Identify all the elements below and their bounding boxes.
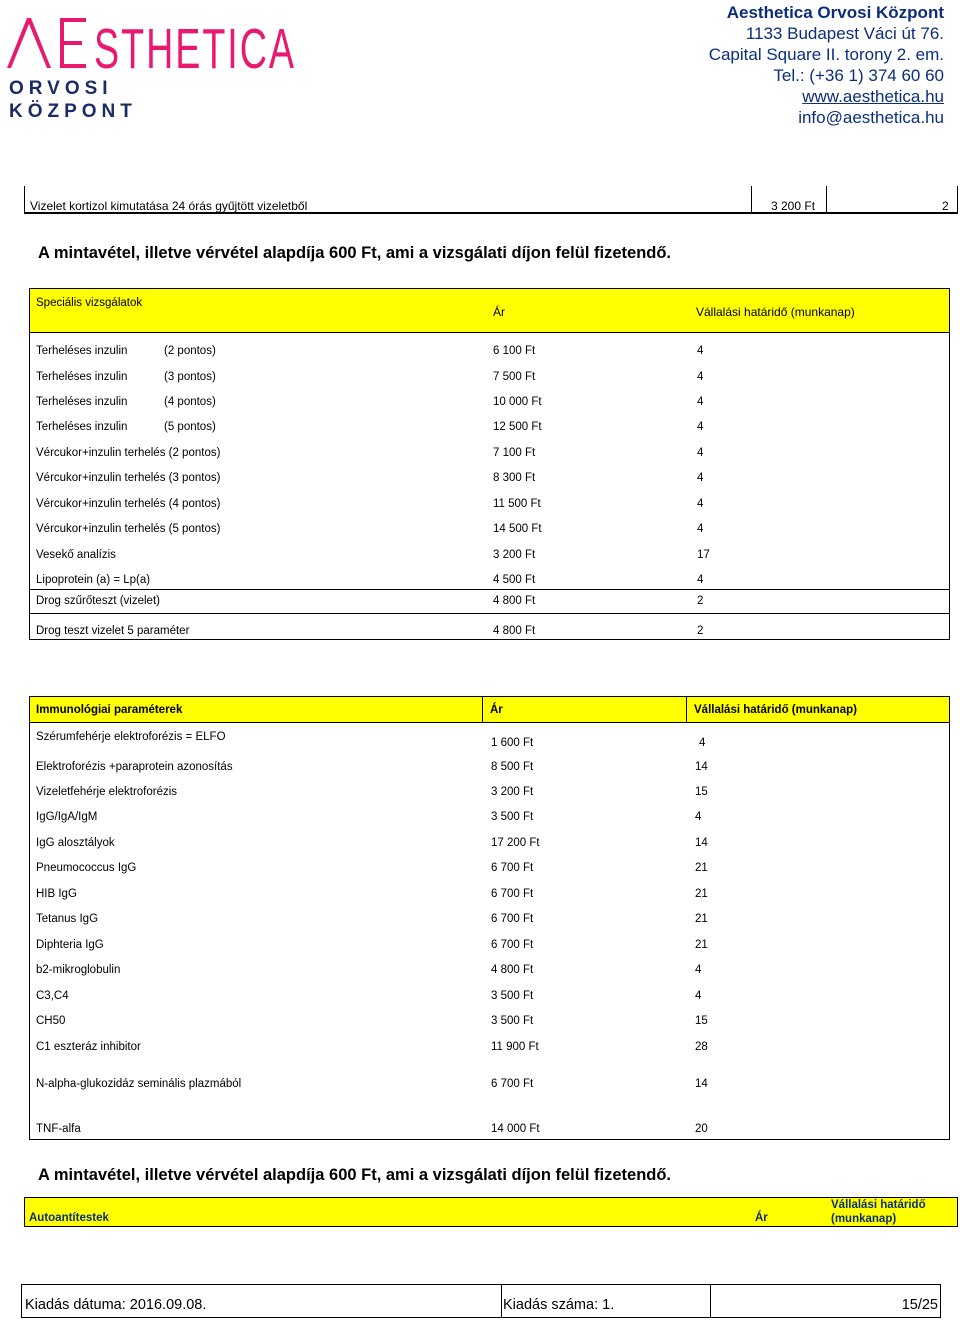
test-name: CH50	[36, 1015, 66, 1027]
aesthetica-logo	[4, 4, 304, 124]
test-days: 17	[697, 549, 710, 561]
test-name: Vércukor+inzulin terhelés (3 pontos)	[36, 472, 221, 484]
header-name: Speciális vizsgálatok	[36, 297, 143, 309]
test-name: Terheléses inzulin	[36, 421, 128, 433]
test-price: 6 700 Ft	[491, 888, 534, 900]
test-price: 3 500 Ft	[491, 811, 534, 823]
logo-sub2: KÖZPONT	[9, 101, 137, 122]
test-name: Terheléses inzulin	[36, 345, 128, 357]
header-name: Immunológiai paraméterek	[36, 704, 183, 716]
test-name: Vércukor+inzulin terhelés (2 pontos)	[36, 447, 221, 459]
immunology-table	[29, 696, 950, 1140]
test-days: 14	[695, 1078, 708, 1090]
test-price: 4 800 Ft	[491, 964, 534, 976]
logo-wordmark: STHETICA	[94, 17, 296, 81]
test-days: 15	[695, 1015, 708, 1027]
sampling-fee-note: A mintavétel, illetve vérvétel alapdíja 600 Ft, ami a vizsgálati díjon felül fizetendő.	[38, 244, 672, 262]
test-name: Pneumococcus IgG	[36, 862, 137, 874]
test-price: 6 100 Ft	[493, 345, 536, 357]
test-name: Vesekő analízis	[36, 549, 116, 561]
test-price: 3 500 Ft	[491, 990, 534, 1002]
divider	[501, 1285, 502, 1317]
test-price: 3 200 Ft	[491, 786, 534, 798]
test-name: C1 eszteráz inhibitor	[36, 1041, 141, 1053]
test-days: 4	[697, 421, 704, 433]
building: Capital Square II. torony 2. em.	[708, 45, 944, 64]
logo-sub1: ORVOSI	[9, 78, 113, 99]
test-days: 21	[695, 939, 708, 951]
test-detail: (5 pontos)	[164, 421, 216, 433]
divider	[686, 697, 687, 723]
header-price: Ár	[493, 305, 505, 319]
header-days: Vállalási határidő (munkanap)	[694, 704, 857, 716]
row-name: Vizelet kortizol kimutatása 24 órás gyűjtött vizeletből	[30, 199, 308, 213]
autoantibodies-days-1: Vállalási határidő	[831, 1199, 926, 1211]
test-days: 4	[697, 371, 704, 383]
test-days: 4	[699, 737, 706, 749]
test-name: Tetanus IgG	[36, 913, 99, 925]
test-name: C3,C4	[36, 990, 69, 1002]
phone: Tel.: (+36 1) 374 60 60	[773, 66, 944, 85]
test-days: 14	[695, 761, 708, 773]
contact-block	[709, 2, 944, 128]
test-name: Vizeletfehérje elektroforézis	[36, 786, 178, 798]
test-days: 20	[695, 1123, 708, 1135]
autoantibodies-header	[24, 1197, 958, 1227]
test-price: 3 500 Ft	[491, 1015, 534, 1027]
test-days: 14	[695, 837, 708, 849]
test-name: Vércukor+inzulin terhelés (5 pontos)	[36, 523, 221, 535]
test-price: 6 700 Ft	[491, 862, 534, 874]
website-link[interactable]: www.aesthetica.hu	[802, 87, 944, 106]
test-detail: (3 pontos)	[164, 371, 216, 383]
test-days: 4	[695, 990, 702, 1002]
test-days: 15	[695, 786, 708, 798]
row-rule	[30, 589, 949, 590]
issue-date: Kiadás dátuma: 2016.09.08.	[25, 1297, 207, 1313]
divider	[826, 186, 827, 214]
test-price: 4 800 Ft	[493, 625, 536, 637]
test-price: 10 000 Ft	[493, 396, 542, 408]
company-name: Aesthetica Orvosi Központ	[726, 3, 944, 22]
special-tests-table	[29, 288, 950, 640]
autoantibodies-days-2: (munkanap)	[831, 1213, 897, 1225]
test-price: 8 300 Ft	[493, 472, 536, 484]
test-name: TNF-alfa	[36, 1123, 81, 1135]
test-name: Diphteria IgG	[36, 939, 104, 951]
test-days: 4	[697, 396, 704, 408]
test-name: N-alpha-glukozidáz seminális plazmából	[36, 1078, 242, 1090]
test-price: 7 500 Ft	[493, 371, 536, 383]
test-price: 17 200 Ft	[491, 837, 540, 849]
row-days: 2	[942, 199, 949, 213]
test-name: Szérumfehérje elektroforézis = ELFO	[36, 731, 226, 743]
test-price: 7 100 Ft	[493, 447, 536, 459]
autoantibodies-price: Ár	[755, 1212, 768, 1224]
test-detail: (4 pontos)	[164, 396, 216, 408]
divider	[710, 1285, 711, 1317]
test-days: 4	[697, 472, 704, 484]
test-days: 28	[695, 1041, 708, 1053]
test-name: Terheléses inzulin	[36, 396, 128, 408]
address: 1133 Budapest Váci út 76.	[745, 24, 944, 43]
row-price: 3 200 Ft	[771, 199, 816, 213]
email: info@aesthetica.hu	[798, 108, 944, 127]
test-days: 4	[697, 345, 704, 357]
test-price: 11 500 Ft	[493, 498, 541, 510]
test-name: IgG alosztályok	[36, 837, 115, 849]
test-days: 21	[695, 888, 708, 900]
divider	[751, 186, 752, 214]
test-days: 4	[697, 498, 704, 510]
test-price: 8 500 Ft	[491, 761, 534, 773]
test-name: Terheléses inzulin	[36, 371, 128, 383]
test-name: Drog szűrőteszt (vizelet)	[36, 595, 160, 607]
logo-graphic	[4, 4, 304, 124]
row-rule	[30, 613, 949, 614]
test-price: 14 000 Ft	[491, 1123, 540, 1135]
test-days: 2	[697, 625, 704, 637]
header-days: Vállalási határidő (munkanap)	[696, 305, 855, 319]
test-name: Vércukor+inzulin terhelés (4 pontos)	[36, 498, 221, 510]
test-days: 4	[695, 811, 702, 823]
test-price: 6 700 Ft	[491, 1078, 534, 1090]
test-price: 6 700 Ft	[491, 939, 534, 951]
test-days: 4	[697, 447, 704, 459]
test-days: 21	[695, 862, 708, 874]
page-footer	[21, 1284, 941, 1318]
kortizol-row	[24, 186, 958, 214]
table-header	[30, 697, 949, 723]
test-price: 4 800 Ft	[493, 595, 536, 607]
test-name: Elektroforézis +paraprotein azonosítás	[36, 761, 233, 773]
test-detail: (2 pontos)	[164, 345, 216, 357]
test-price: 14 500 Ft	[493, 523, 542, 535]
test-price: 4 500 Ft	[493, 574, 536, 586]
test-price: 11 900 Ft	[491, 1041, 539, 1053]
test-price: 6 700 Ft	[491, 913, 534, 925]
test-name: b2-mikroglobulin	[36, 964, 121, 976]
test-name: Lipoprotein (a) = Lp(a)	[36, 574, 151, 586]
issue-number: Kiadás száma: 1.	[503, 1297, 615, 1313]
page-number: 15/25	[901, 1297, 938, 1313]
test-days: 2	[697, 595, 704, 607]
test-days: 4	[697, 574, 704, 586]
test-days: 4	[697, 523, 704, 535]
test-price: 3 200 Ft	[493, 549, 536, 561]
autoantibodies-title: Autoantítestek	[29, 1212, 109, 1224]
divider	[957, 186, 958, 214]
test-name: HIB IgG	[36, 888, 77, 900]
test-days: 21	[695, 913, 708, 925]
test-name: Drog teszt vizelet 5 paraméter	[36, 625, 190, 637]
table-header	[30, 289, 949, 333]
test-price: 12 500 Ft	[493, 421, 542, 433]
sampling-fee-note-2: A mintavétel, illetve vérvétel alapdíja 600 Ft, ami a vizsgálati díjon felül fizetendő.	[38, 1166, 672, 1184]
test-price: 1 600 Ft	[491, 737, 534, 749]
test-name: IgG/IgA/IgM	[36, 811, 98, 823]
divider	[482, 697, 483, 723]
test-days: 4	[695, 964, 702, 976]
header-price: Ár	[490, 704, 503, 716]
